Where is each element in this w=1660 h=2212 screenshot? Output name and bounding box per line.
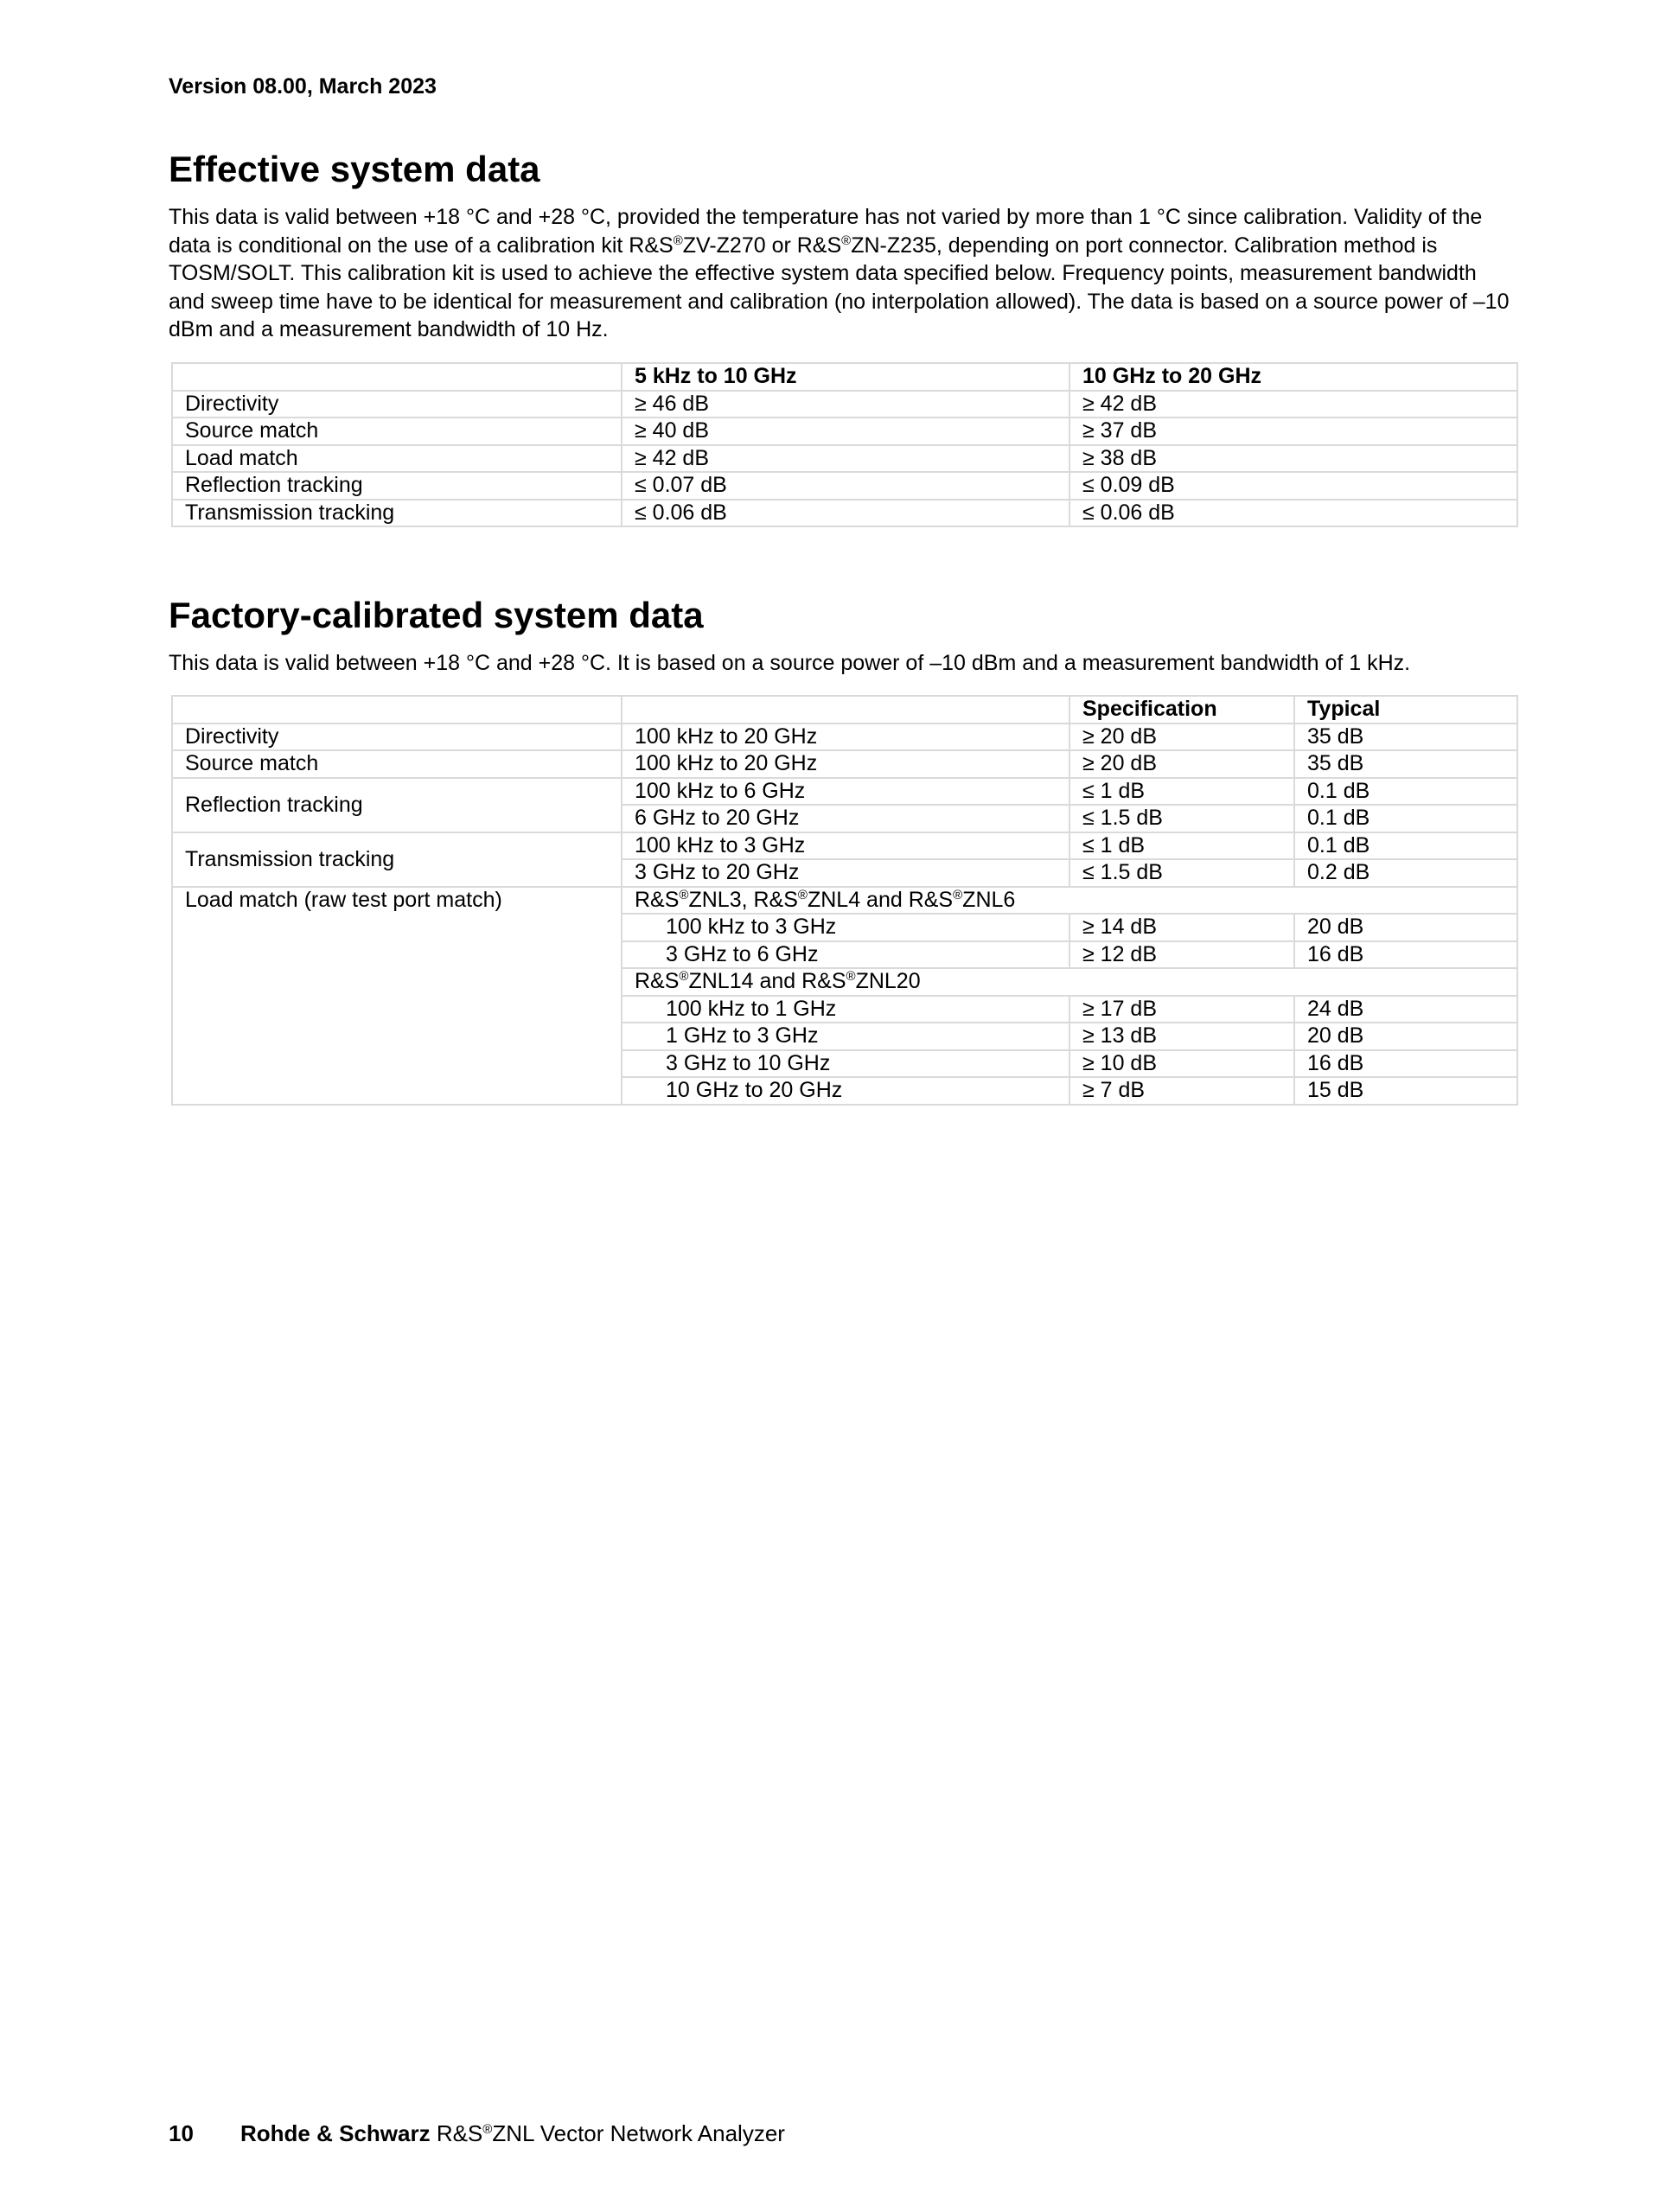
table-header-cell	[172, 696, 622, 724]
table-row	[172, 500, 1517, 527]
table-cell: Source match	[172, 418, 622, 445]
table-cell: ≥ 20 dB	[1069, 724, 1294, 751]
table-cell: ≤ 1.5 dB	[1069, 859, 1294, 887]
model-group-title: R&S®ZNL14 and R&S®ZNL20	[622, 968, 1517, 996]
table-cell: Directivity	[172, 724, 622, 751]
table-row	[172, 472, 1517, 500]
table-cell: ≥ 40 dB	[622, 418, 1069, 445]
table-cell: ≤ 0.09 dB	[1069, 472, 1517, 500]
table-cell: 100 kHz to 3 GHz	[622, 914, 1069, 941]
table-cell: ≥ 38 dB	[1069, 445, 1517, 473]
table-cell: Reflection tracking	[172, 778, 622, 832]
table-header-cell	[172, 363, 622, 391]
table-header-cell: 10 GHz to 20 GHz	[1069, 363, 1517, 391]
table-cell: Transmission tracking	[172, 832, 622, 887]
effective-system-table	[171, 362, 1518, 527]
table-cell: Load match	[172, 445, 622, 473]
table-row	[172, 750, 1517, 778]
table-cell: ≥ 46 dB	[622, 391, 1069, 418]
table-cell: ≤ 1 dB	[1069, 778, 1294, 806]
table-row	[172, 778, 1517, 806]
table-cell: ≥ 42 dB	[622, 445, 1069, 473]
table-cell: 16 dB	[1294, 941, 1517, 969]
table-cell: ≥ 13 dB	[1069, 1023, 1294, 1050]
table-header-cell: 5 kHz to 10 GHz	[622, 363, 1069, 391]
table-header-row	[172, 696, 1517, 724]
table-cell: 10 GHz to 20 GHz	[622, 1077, 1069, 1105]
table-cell: ≥ 14 dB	[1069, 914, 1294, 941]
table-cell: ≤ 1 dB	[1069, 832, 1294, 860]
table-cell: 35 dB	[1294, 724, 1517, 751]
table-cell: 100 kHz to 20 GHz	[622, 724, 1069, 751]
table-row	[172, 418, 1517, 445]
table-cell: 15 dB	[1294, 1077, 1517, 1105]
footer-product: ZNL Vector Network Analyzer	[492, 2120, 785, 2146]
table-cell: 100 kHz to 6 GHz	[622, 778, 1069, 806]
table-cell: 20 dB	[1294, 1023, 1517, 1050]
table-cell: 100 kHz to 1 GHz	[622, 996, 1069, 1023]
effective-section-title: Effective system data	[169, 149, 540, 189]
table-cell: 1 GHz to 3 GHz	[622, 1023, 1069, 1050]
table-cell: 0.1 dB	[1294, 832, 1517, 860]
table-cell: Source match	[172, 750, 622, 778]
table-row	[172, 887, 1517, 915]
footer-brand: Rohde & Schwarz	[240, 2120, 431, 2146]
table-cell: 100 kHz to 3 GHz	[622, 832, 1069, 860]
table-cell: Directivity	[172, 391, 622, 418]
factory-section-title: Factory-calibrated system data	[169, 595, 704, 635]
table-cell: 0.1 dB	[1294, 805, 1517, 832]
table-cell: 20 dB	[1294, 914, 1517, 941]
table-header-cell: Typical	[1294, 696, 1517, 724]
effective-description: This data is valid between +18 °C and +28 °C, provided the temperature has not varied by more than 1 °C since calibration. Validity of the data is conditional on the use of a calibration kit R&S®ZV-Z270 or R&S®ZN-Z235, depending on port connector. Calibration method is TOSM/SOLT. This calibration kit is used to achieve the effective system data specified below. Frequency points, measurement bandwidth and sweep time have to be identical for measurement and calibration (no interpolation allowed). The data is based on a source power of –10 dBm and a measurement bandwidth of 10 Hz.	[169, 205, 1510, 341]
table-cell: Transmission tracking	[172, 500, 622, 527]
table-cell: ≥ 7 dB	[1069, 1077, 1294, 1105]
table-cell: ≥ 10 dB	[1069, 1050, 1294, 1078]
table-cell: 6 GHz to 20 GHz	[622, 805, 1069, 832]
model-group-title: R&S®ZNL3, R&S®ZNL4 and R&S®ZNL6	[622, 887, 1517, 915]
table-cell: ≤ 0.06 dB	[622, 500, 1069, 527]
table-row	[172, 724, 1517, 751]
table-cell: 16 dB	[1294, 1050, 1517, 1078]
table-row	[172, 445, 1517, 473]
table-row	[172, 391, 1517, 418]
table-cell: ≤ 0.07 dB	[622, 472, 1069, 500]
table-cell: ≥ 42 dB	[1069, 391, 1517, 418]
table-cell: 100 kHz to 20 GHz	[622, 750, 1069, 778]
table-cell: ≥ 37 dB	[1069, 418, 1517, 445]
page-footer: 10 Rohde & Schwarz R&S®ZNL Vector Network Analyzer	[169, 2120, 785, 2146]
table-cell: 0.2 dB	[1294, 859, 1517, 887]
table-cell: ≥ 17 dB	[1069, 996, 1294, 1023]
table-header-row	[172, 363, 1517, 391]
table-cell: ≤ 1.5 dB	[1069, 805, 1294, 832]
table-header-cell	[622, 696, 1069, 724]
table-cell: ≥ 12 dB	[1069, 941, 1294, 969]
factory-system-table	[171, 695, 1518, 1106]
load-match-label-cell: Load match (raw test port match)	[172, 887, 622, 1105]
table-cell: 24 dB	[1294, 996, 1517, 1023]
table-cell: 3 GHz to 10 GHz	[622, 1050, 1069, 1078]
factory-description: This data is valid between +18 °C and +28 °C. It is based on a source power of –10 dBm and a measurement bandwidth of 1 kHz.	[169, 651, 1411, 675]
table-cell: ≤ 0.06 dB	[1069, 500, 1517, 527]
table-cell: 3 GHz to 6 GHz	[622, 941, 1069, 969]
table-header-cell: Specification	[1069, 696, 1294, 724]
version-line: Version 08.00, March 2023	[169, 74, 437, 99]
table-row	[172, 832, 1517, 860]
table-cell: 0.1 dB	[1294, 778, 1517, 806]
table-cell: 3 GHz to 20 GHz	[622, 859, 1069, 887]
table-cell: Reflection tracking	[172, 472, 622, 500]
table-cell: 35 dB	[1294, 750, 1517, 778]
page-number: 10	[169, 2120, 194, 2146]
table-cell: ≥ 20 dB	[1069, 750, 1294, 778]
